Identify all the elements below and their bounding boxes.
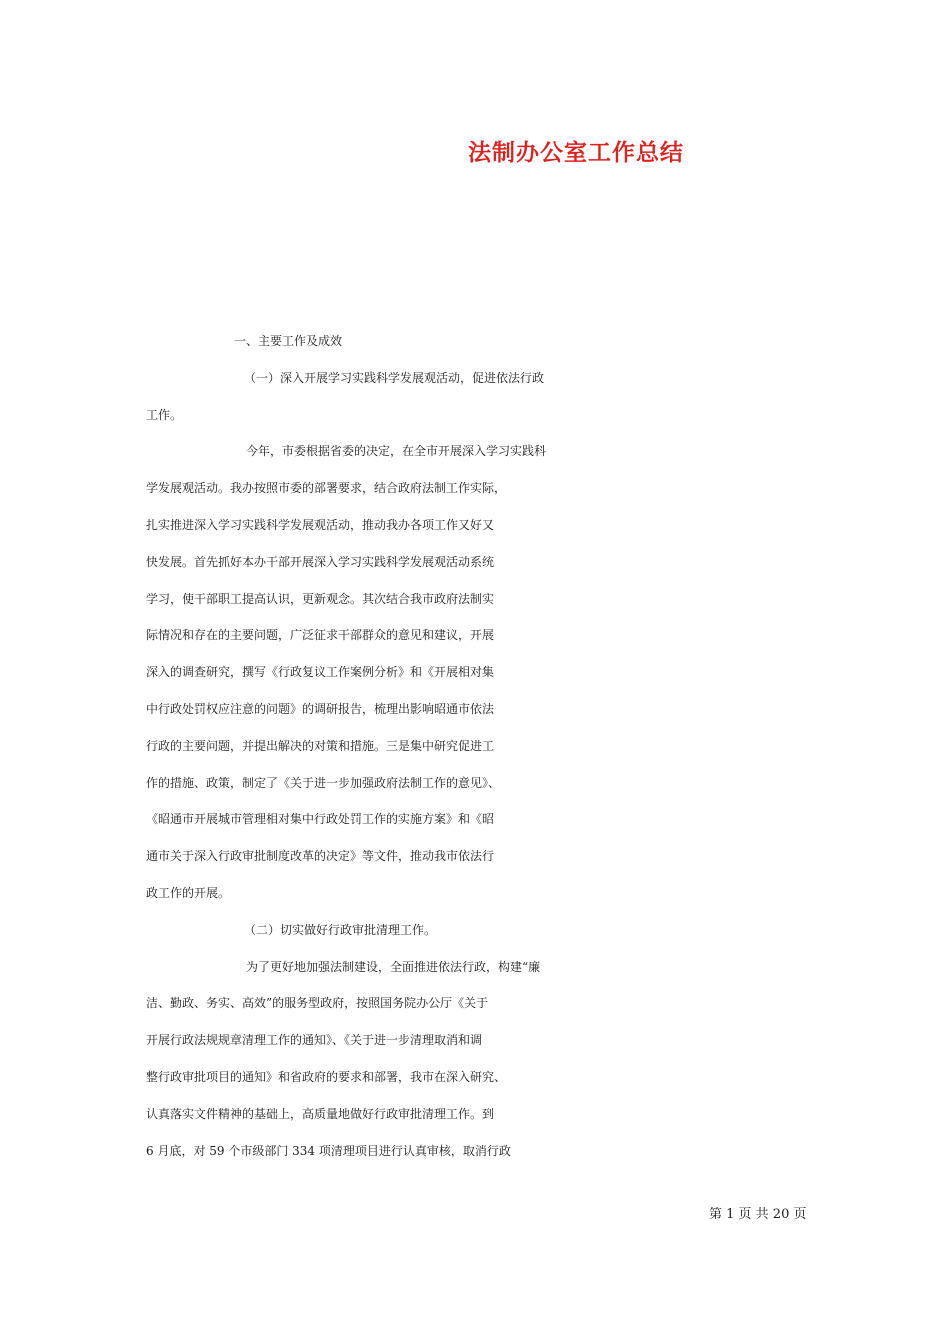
- text-line: 今年，市委根据省委的决定，在全市开展深入学习实践科: [246, 444, 547, 459]
- text-line: 学习，使干部职工提高认识，更新观念。其次结合我市政府法制实: [146, 591, 495, 606]
- text-line: 整行政审批项目的通知》和省政府的要求和部署，我市在深入研究、: [146, 1069, 507, 1084]
- text-line: 一、主要工作及成效: [234, 334, 343, 348]
- text-line: 际情况和存在的主要问题，广泛征求干部群众的意见和建议，开展: [146, 628, 495, 643]
- text-line: （二）切实做好行政审批清理工作。: [244, 922, 437, 937]
- text-line: 深入的调查研究，撰写《行政复议工作案例分析》和《开展相对集: [146, 665, 495, 680]
- text-line: 6 月底，对 59 个市级部门 334 项清理项目进行认真审核，取消行政: [146, 1143, 511, 1158]
- text-line: （一）深入开展学习实践科学发展观活动，促进依法行政: [244, 370, 545, 385]
- text-line: 快发展。首先抓好本办干部开展深入学习实践科学发展观活动系统: [146, 554, 495, 569]
- text-line: 为了更好地加强法制建设，全面推进依法行政，构建“廉: [246, 959, 541, 974]
- text-line: 认真落实文件精神的基础上，高质量地做好行政审批清理工作。到: [146, 1106, 495, 1121]
- text-line: 学发展观活动。我办按照市委的部署要求，结合政府法制工作实际，: [146, 481, 507, 496]
- document-body: [146, 323, 816, 1169]
- page-number-footer: 第 1 页 共 20 页: [709, 1207, 807, 1222]
- text-line: 《昭通市开展城市管理相对集中行政处罚工作的实施方案》和《昭: [146, 812, 495, 827]
- text-line: 工作。: [146, 407, 183, 422]
- text-line: 作的措施、政策，制定了《关于进一步加强政府法制工作的意见》、: [146, 775, 501, 790]
- text-line: 行政的主要问题，并提出解决的对策和措施。三是集中研究促进工: [146, 738, 495, 753]
- document-title: 法制办公室工作总结: [468, 139, 684, 166]
- text-line: 政工作的开展。: [146, 885, 231, 900]
- text-line: 洁、勤政、务实、高效”的服务型政府，按照国务院办公厅《关于: [146, 996, 489, 1011]
- text-line: 开展行政法规规章清理工作的通知》、《关于进一步清理取消和调: [146, 1033, 483, 1048]
- text-line: 扎实推进深入学习实践科学发展观活动，推动我办各项工作又好又: [146, 517, 495, 532]
- text-line: 通市关于深入行政审批制度改革的决定》等文件，推动我市依法行: [146, 849, 495, 864]
- text-line: 中行政处罚权应注意的问题》的调研报告，梳理出影响昭通市依法: [146, 701, 495, 716]
